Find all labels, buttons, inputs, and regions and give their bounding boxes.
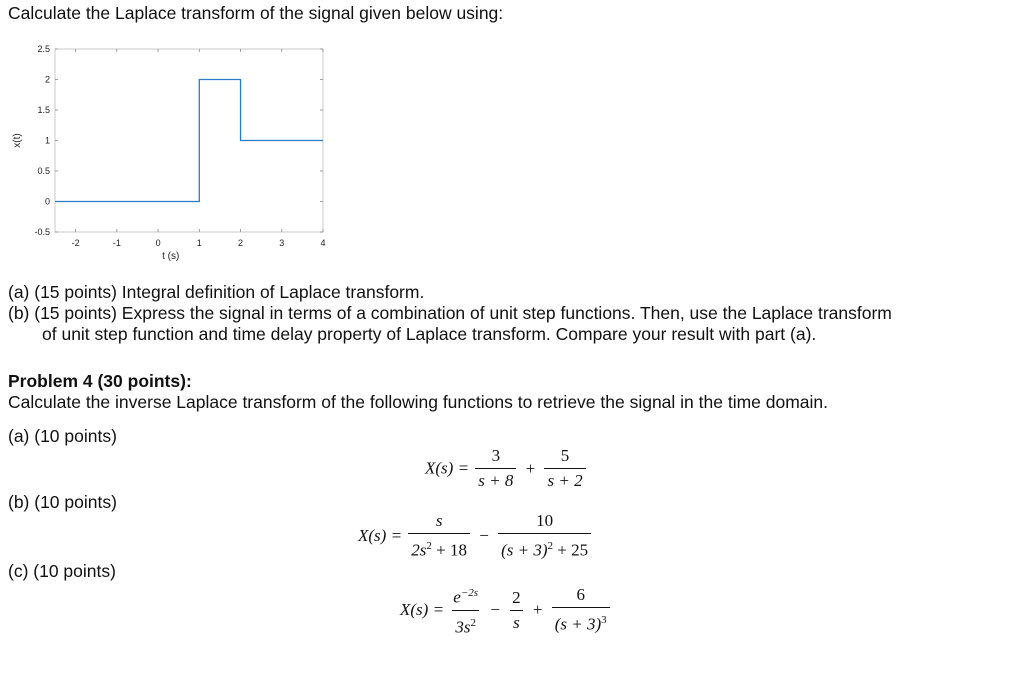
x-tick-label: 3 [279,238,285,248]
equation-b [358,511,593,561]
x-tick-label: 2 [238,238,244,248]
equation-c-term1-den-main: 3s [455,617,471,637]
equation-b-term1-den-rest: + 18 [431,540,468,560]
x-tick-label: -1 [112,238,121,248]
x-tick-label: 0 [155,238,161,248]
equation-a-op1: + [525,458,536,478]
equation-a-term2-den: s + 2 [544,468,585,491]
equation-c-op1: − [490,600,500,620]
y-tick-label: -0.5 [34,227,50,237]
equation-b-term1-num: s [435,511,443,530]
y-axis-label: x(t) [12,133,23,148]
signal-plot [0,35,340,270]
equation-b-term2-den [498,533,591,561]
y-tick-label: 1.5 [37,105,50,115]
item-b-label: (b) (10 points) [8,492,117,512]
equation-c-term2-den: s [510,610,523,633]
equation-c-term3-den [552,607,610,635]
equation-c-term1 [450,583,481,637]
equation-b-term1-den-sup: 2 [426,540,432,552]
equation-a-lhs: X(s) = [425,458,470,478]
equation-a [425,446,588,491]
equation-b-term2-den-main: (s + 3) [501,540,548,560]
equation-c-term1-num [450,583,481,610]
equation-c [400,583,612,637]
x-tick-label: -2 [71,238,80,248]
x-axis-label: t (s) [162,251,180,262]
equation-c-term3 [552,585,610,635]
part-b-text-line2: of unit step function and time delay property of Laplace transform. Compare your result with part (a). [42,324,817,344]
equation-a-term1 [475,446,516,491]
problem4-title: Problem 4 (30 points): [8,371,192,391]
y-tick-label: 0 [44,196,50,207]
equation-b-term2-den-sup: 2 [547,540,554,552]
x-tick-label: 1 [196,238,202,248]
equation-b-term2-den-rest: + 25 [553,540,589,560]
y-tick-label: 1 [44,135,50,146]
equation-c-term3-num: 6 [576,585,585,605]
part-b-text-line1: (b) (15 points) Express the signal in terms of a combination of unit step functions. Then, use the Laplace transform [8,303,892,323]
equation-b-term1-den-main: 2s [411,540,427,560]
problem-header: Calculate the Laplace transform of the signal given below using: [8,3,504,23]
item-c-label: (c) (10 points) [8,561,116,581]
equation-c-term1-den-sup: 2 [470,616,476,629]
equation-b-term2-num: 10 [536,511,554,530]
equation-c-term3-den-main: (s + 3) [554,614,602,634]
y-tick-label: 2.5 [37,44,50,54]
x-tick-label: 4 [320,238,326,248]
equation-a-term2-num: 5 [560,446,570,465]
part-a-text: (a) (15 points) Integral definition of Laplace transform. [8,282,425,302]
equation-c-term1-num-sup: −2s [460,587,479,599]
item-a-label: (a) (10 points) [8,426,117,446]
equation-c-term2 [509,588,524,633]
equation-c-term3-den-sup: 3 [601,614,607,627]
equation-a-term1-den: s + 8 [475,468,516,491]
equation-b-term1-den [408,533,470,561]
equation-c-lhs: X(s) = [400,600,445,620]
equation-c-op2: + [532,600,543,620]
equation-b-op1: − [479,525,489,545]
equation-a-term1-num: 3 [491,446,501,465]
equation-c-term1-den [452,610,479,638]
equation-c-term1-num-main: e [453,587,461,607]
equation-c-term2-num: 2 [512,587,521,607]
y-tick-label: 2 [44,74,50,85]
equation-b-term1 [408,511,470,561]
equation-b-lhs: X(s) = [358,525,403,545]
problem4-description: Calculate the inverse Laplace transform of the following functions to retrieve the signal in the time domain. [8,392,829,412]
equation-a-term2 [544,446,585,491]
y-tick-label: 0.5 [37,166,50,176]
equation-b-term2 [498,511,591,561]
